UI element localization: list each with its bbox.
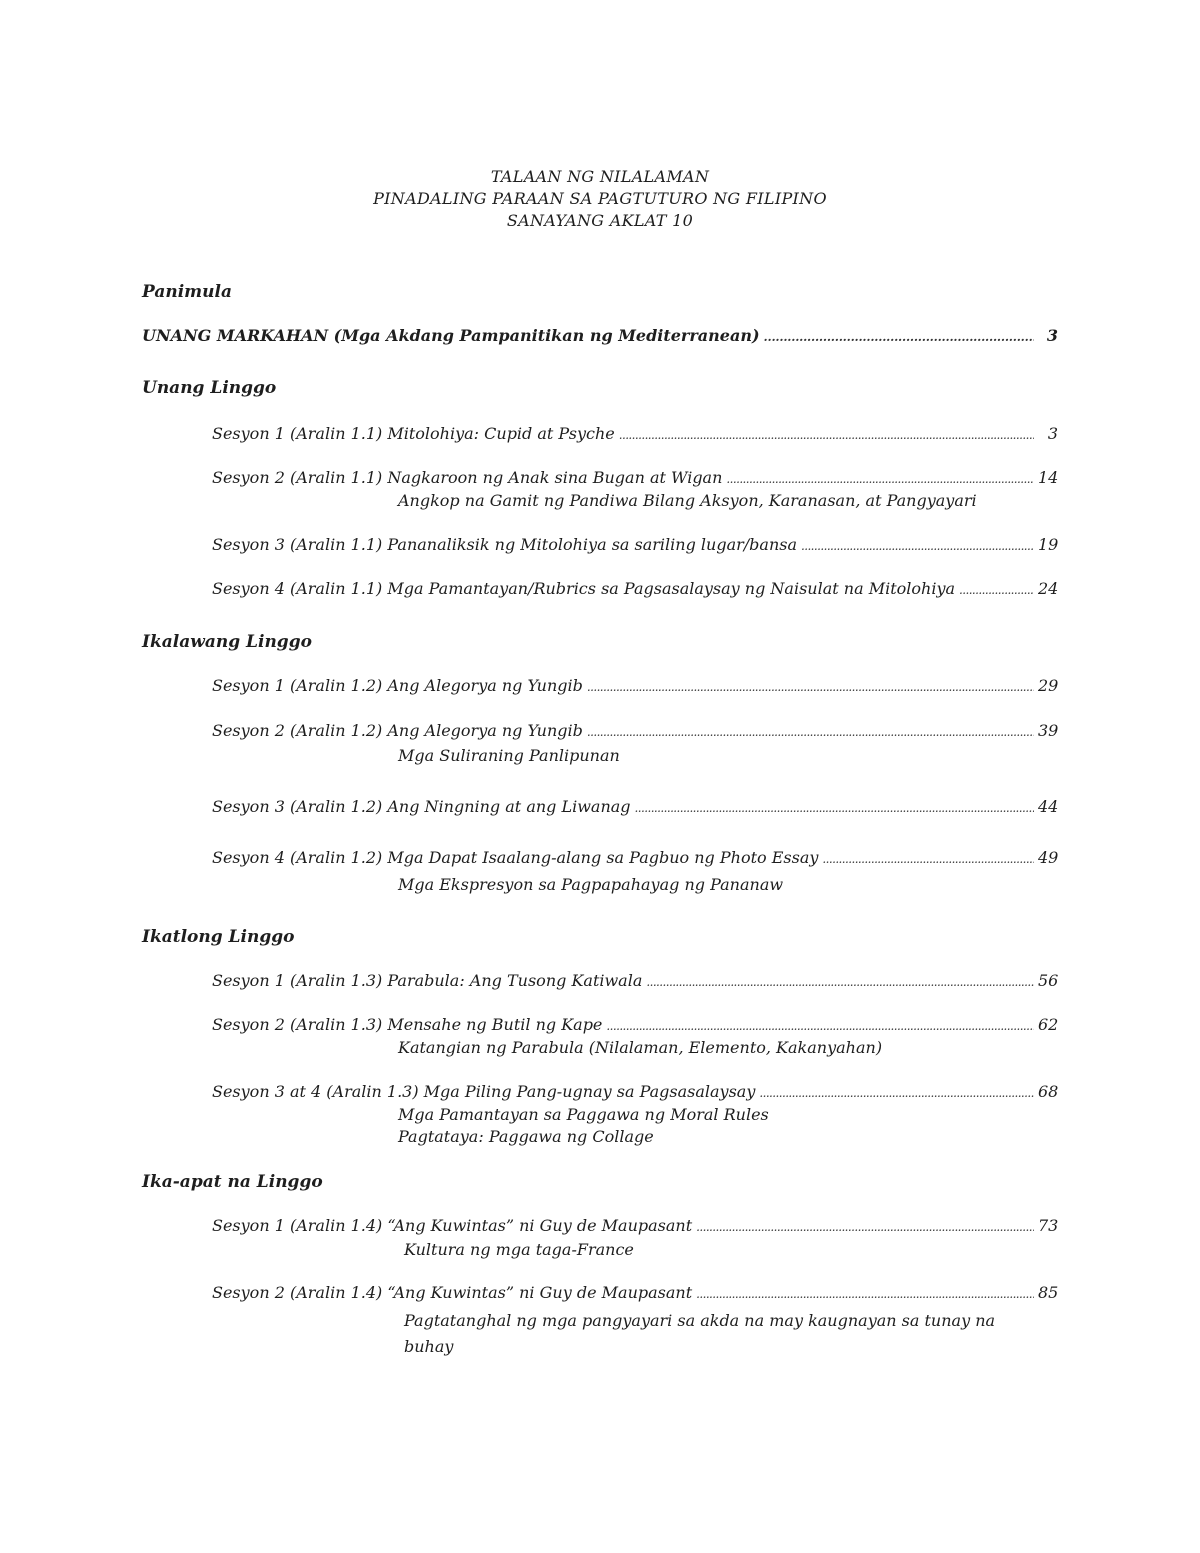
title-line-2: PINADALING PARAAN SA PAGTUTURO NG FILIPINO <box>373 189 827 208</box>
entry-page: 14 <box>1038 468 1059 487</box>
toc-entry <box>212 1082 1058 1106</box>
entry-label: Sesyon 1 (Aralin 1.3) Parabula: Ang Tusong Katiwala <box>212 971 643 990</box>
toc-entry <box>212 1015 1058 1039</box>
entry-label: Sesyon 3 at 4 (Aralin 1.3) Mga Piling Pang-ugnay sa Pagsasalaysay <box>212 1082 756 1101</box>
entry-page: 49 <box>1038 848 1059 867</box>
toc-entry <box>212 468 1058 492</box>
toc-entry <box>212 579 1058 603</box>
entry-label: Sesyon 1 (Aralin 1.2) Ang Alegorya ng Yungib <box>212 676 583 695</box>
entry-label: Sesyon 3 (Aralin 1.2) Ang Ningning at ang Liwanag <box>212 797 631 816</box>
entry-subtopic: Pagtataya: Paggawa ng Collage <box>398 1127 654 1146</box>
dot-leader <box>726 468 1034 487</box>
toc-entry <box>212 676 1058 700</box>
dot-leader <box>696 1216 1034 1235</box>
entry-page: 39 <box>1038 721 1059 740</box>
entry-page: 3 <box>1047 424 1058 443</box>
heading-panimula: Panimula <box>142 282 232 302</box>
dot-leader <box>822 848 1034 867</box>
entry-page: 68 <box>1038 1082 1059 1101</box>
entry-subtopic: Mga Ekspresyon sa Pagpapahayag ng Pananaw <box>398 875 784 894</box>
entry-page: 73 <box>1038 1216 1059 1235</box>
dot-leader <box>646 971 1034 990</box>
dot-leader <box>801 535 1034 554</box>
toc-entry <box>212 424 1058 448</box>
toc-entry <box>212 1216 1058 1240</box>
entry-page: 62 <box>1038 1015 1059 1034</box>
heading-ikalawang-linggo: Ikalawang Linggo <box>142 632 312 652</box>
entry-label: Sesyon 2 (Aralin 1.2) Ang Alegorya ng Yungib <box>212 721 583 740</box>
entry-subtopic: Pagtatanghal ng mga pangyayari sa akda na may kaugnayan sa tunay na buhay <box>404 1311 996 1356</box>
heading-ika-apat-na-linggo: Ika-apat na Linggo <box>142 1172 323 1192</box>
dot-leader <box>696 1283 1034 1302</box>
toc-entry <box>212 797 1058 821</box>
entry-label: Sesyon 1 (Aralin 1.1) Mitolohiya: Cupid at Psyche <box>212 424 615 443</box>
entry-page: 24 <box>1038 579 1059 598</box>
entry-page: 44 <box>1038 797 1059 816</box>
entry-page: 19 <box>1038 535 1059 554</box>
entry-subtopic: Kultura ng mga taga-France <box>404 1240 634 1259</box>
entry-subtopic: Mga Pamantayan sa Paggawa ng Moral Rules <box>398 1105 769 1124</box>
toc-entry <box>212 848 1058 872</box>
dot-leader <box>587 721 1034 740</box>
dot-leader <box>587 676 1034 695</box>
entry-label: Sesyon 2 (Aralin 1.1) Nagkaroon ng Anak sina Bugan at Wigan <box>212 468 723 487</box>
toc-entry <box>212 1283 1058 1307</box>
dot-leader <box>619 424 1034 443</box>
dot-leader <box>606 1015 1034 1034</box>
title-line-1: TALAAN NG NILALAMAN <box>490 167 710 186</box>
entry-label: Sesyon 1 (Aralin 1.4) “Ang Kuwintas” ni Guy de Maupasant <box>212 1216 693 1235</box>
entry-label: Sesyon 2 (Aralin 1.3) Mensahe ng Butil ng Kape <box>212 1015 603 1034</box>
entry-page: 85 <box>1038 1283 1059 1302</box>
toc-entry <box>212 721 1058 745</box>
entry-label: Sesyon 4 (Aralin 1.1) Mga Pamantayan/Rubrics sa Pagsasalaysay ng Naisulat na Mitolohiya <box>212 579 956 598</box>
entry-label: Sesyon 3 (Aralin 1.1) Pananaliksik ng Mitolohiya sa sariling lugar/bansa <box>212 535 797 554</box>
title-line-3: SANAYANG AKLAT 10 <box>506 211 694 230</box>
heading-ikatlong-linggo: Ikatlong Linggo <box>142 927 295 947</box>
entry-page: 29 <box>1038 676 1059 695</box>
entry-label: Sesyon 4 (Aralin 1.2) Mga Dapat Isaalang-alang sa Pagbuo ng Photo Essay <box>212 848 819 867</box>
dot-leader <box>959 579 1034 598</box>
dot-leader <box>759 1082 1034 1101</box>
entry-subtopic: Mga Suliraning Panlipunan <box>398 746 620 765</box>
entry-page: 3 <box>1046 326 1058 345</box>
toc-entry <box>212 971 1058 995</box>
dot-leader <box>635 797 1034 816</box>
dot-leader <box>764 326 1034 345</box>
heading-unang-linggo: Unang Linggo <box>142 378 277 398</box>
entry-label: Sesyon 2 (Aralin 1.4) “Ang Kuwintas” ni Guy de Maupasant <box>212 1283 693 1302</box>
entry-label: UNANG MARKAHAN (Mga Akdang Pampanitikan ng Mediterranean) <box>142 326 760 345</box>
entry-subtopic: Angkop na Gamit ng Pandiwa Bilang Aksyon, Karanasan, at Pangyayari <box>398 491 977 510</box>
toc-entry-unang-markahan <box>142 326 1058 350</box>
entry-page: 56 <box>1038 971 1059 990</box>
document-title <box>0 166 1200 232</box>
toc-entry <box>212 535 1058 559</box>
entry-subtopic: Katangian ng Parabula (Nilalaman, Elemento, Kakanyahan) <box>398 1038 883 1057</box>
